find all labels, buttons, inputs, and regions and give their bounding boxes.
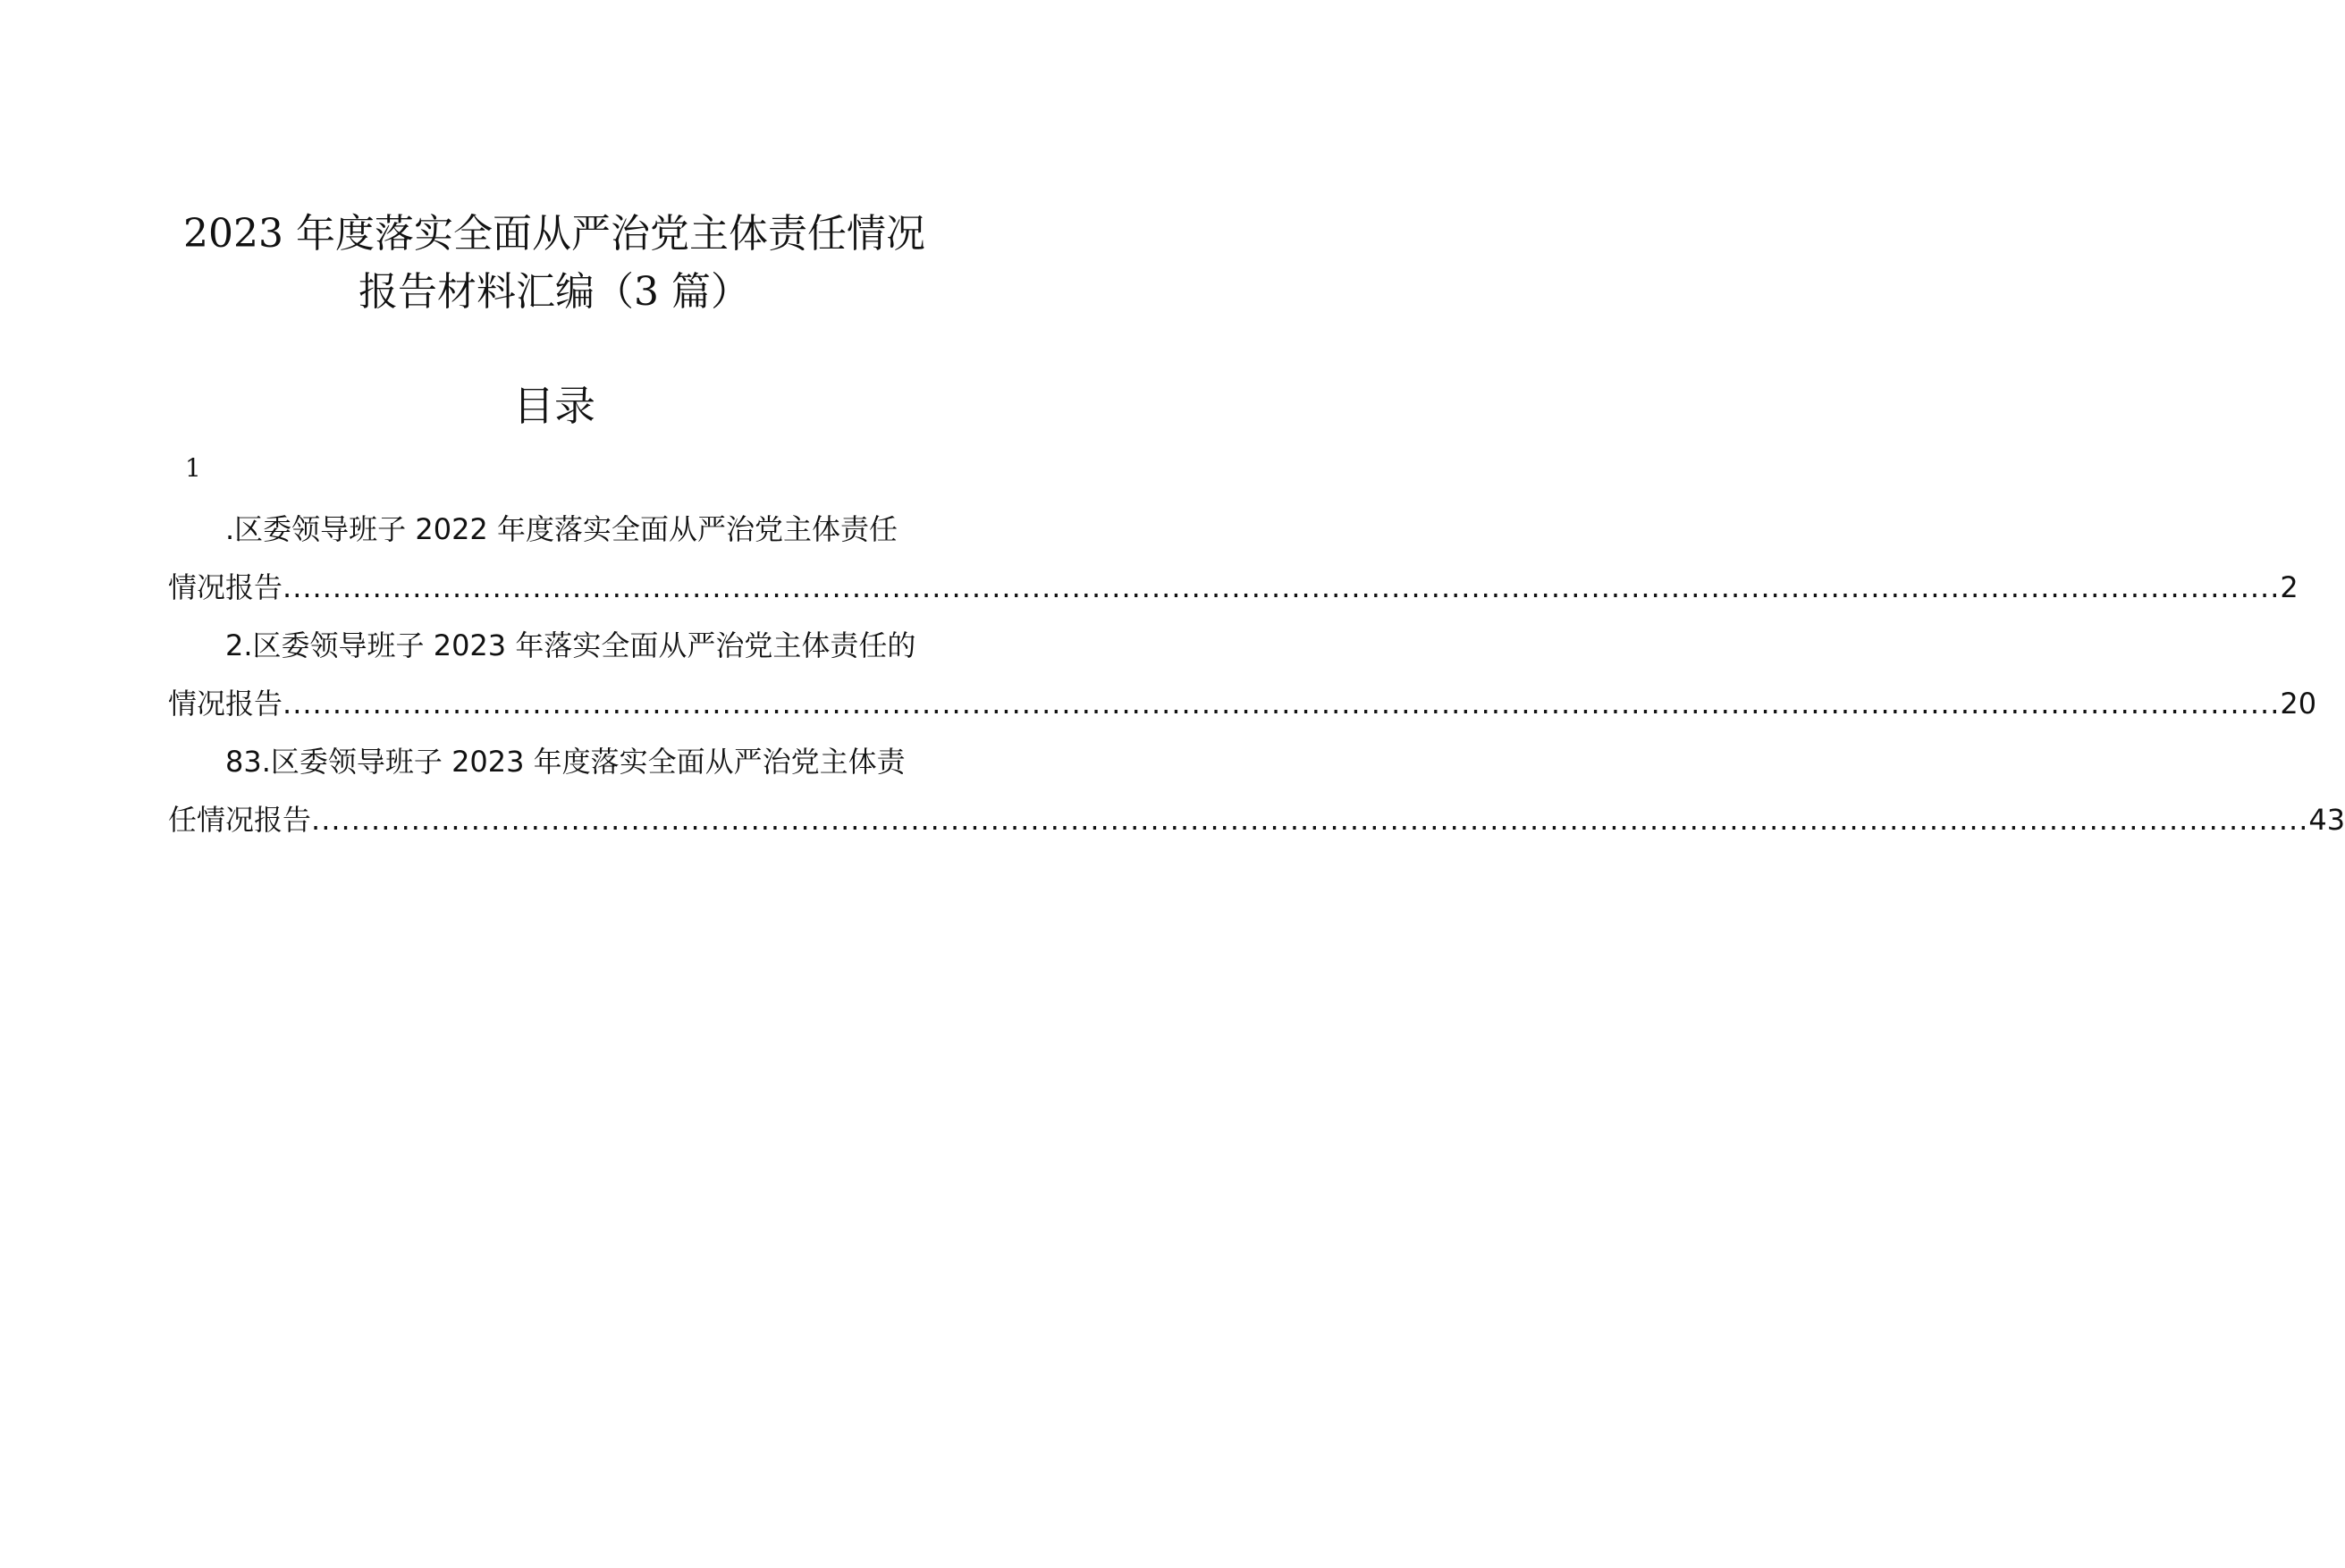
toc-entry[interactable] [168,501,2299,617]
toc-entry-title-tail: 情况报告 [168,687,283,721]
toc-entry-title-tail: 任情况报告 [168,803,312,837]
toc-dot-leader: ........................................................................................................................................................................................................ [311,803,2309,837]
toc-entry[interactable] [168,617,2317,733]
toc-page-number: 20 [2280,687,2317,721]
toc-entry-continuation [168,559,2299,617]
document-title-line-2: 报告材料汇编（3 篇） [358,269,750,315]
toc-stray-number: 1 [185,453,201,483]
toc-page-number: 2 [2280,570,2299,604]
toc-page-number: 43 [2308,803,2345,837]
toc-entry-title-tail: 情况报告 [168,570,283,604]
toc-heading: 目录 [513,382,595,430]
toc-entry-continuation [168,675,2317,733]
table-of-contents [168,501,2345,849]
toc-dot-leader: ........................................................................................................................................................................................................ [283,570,2281,604]
toc-entry-title: .区委领导班子 2022 年度落实全面从严治党主体责任 [225,512,898,546]
toc-entry-title: 2.区委领导班子 2023 年落实全面从严治党主体责任的 [225,628,916,662]
toc-entry-continuation [168,791,2345,849]
toc-dot-leader: ........................................................................................................................................................................................................ [283,687,2281,721]
document-title-line-1: 2023 年度落实全面从严治党主体责任情况 [183,211,925,257]
toc-entry[interactable] [168,733,2345,849]
toc-entry-title: 83.区委领导班子 2023 年度落实全面从严治党主体责 [225,745,906,779]
